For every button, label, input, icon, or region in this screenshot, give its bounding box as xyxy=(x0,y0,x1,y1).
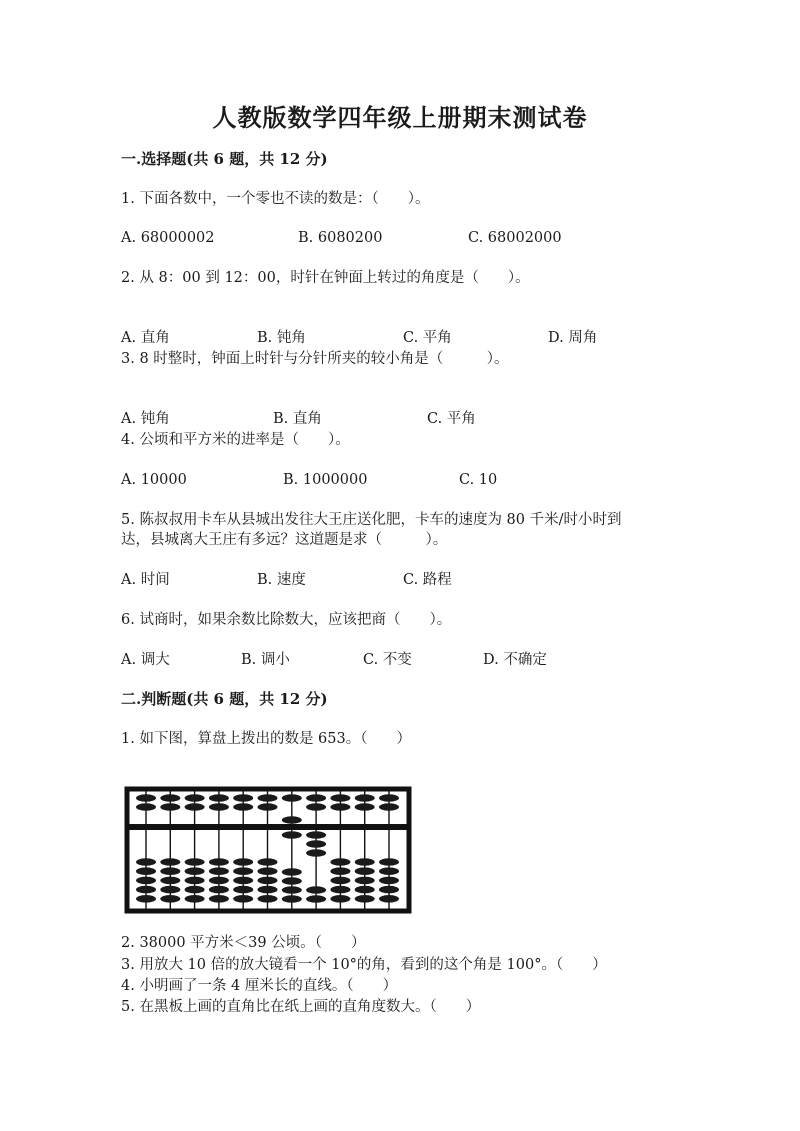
abacus-bead xyxy=(258,877,278,885)
abacus-bead xyxy=(379,794,399,802)
option-c: C. 68002000 xyxy=(468,230,562,246)
judgement-question-2: 2. 38000 平方米＜39 公顷。（ ） xyxy=(121,935,366,951)
question-4-stem: 4. 公顷和平方米的进率是（ ）。 xyxy=(121,432,350,448)
abacus-bead xyxy=(136,886,156,894)
abacus-bead xyxy=(185,867,205,875)
option-a: A. 68000002 xyxy=(121,230,215,246)
abacus-bead xyxy=(355,886,375,894)
option-a: A. 钝角 xyxy=(121,411,170,427)
option-a: A. 10000 xyxy=(121,472,187,488)
abacus-bead xyxy=(282,831,302,839)
abacus-bead xyxy=(185,895,205,903)
abacus-bead xyxy=(379,877,399,885)
abacus-bead xyxy=(282,877,302,885)
abacus-bead xyxy=(355,867,375,875)
abacus-bead xyxy=(185,858,205,866)
judgement-question-4: 4. 小明画了一条 4 厘米长的直线。（ ） xyxy=(121,978,398,994)
abacus-bead xyxy=(258,867,278,875)
abacus-bead xyxy=(306,895,326,903)
abacus-bead xyxy=(355,803,375,811)
abacus-bead xyxy=(282,868,302,876)
abacus-bead xyxy=(330,895,350,903)
abacus-bead xyxy=(209,803,229,811)
section-heading-judgement: 二.判断题(共 6 题，共 12 分) xyxy=(121,690,328,708)
option-b: B. 6080200 xyxy=(298,230,383,246)
question-3-stem: 3. 8 时整时，钟面上时针与分针所夹的较小角是（ ）。 xyxy=(121,351,509,367)
option-c: C. 平角 xyxy=(403,330,452,346)
abacus-bead xyxy=(330,886,350,894)
abacus-bead xyxy=(306,849,326,857)
abacus-bead xyxy=(306,803,326,811)
abacus-bead xyxy=(306,886,326,894)
abacus-bead xyxy=(136,867,156,875)
abacus-bead xyxy=(160,858,180,866)
abacus-bead xyxy=(355,877,375,885)
abacus-bead xyxy=(379,803,399,811)
abacus-bead xyxy=(330,794,350,802)
judgement-question-1: 1. 如下图，算盘上拨出的数是 653。（ ） xyxy=(121,731,411,747)
option-b: B. 速度 xyxy=(257,572,306,588)
abacus-bead xyxy=(233,858,253,866)
option-c: C. 路程 xyxy=(403,572,452,588)
abacus-bead xyxy=(258,886,278,894)
abacus-bead xyxy=(282,895,302,903)
abacus-bead xyxy=(136,803,156,811)
abacus-figure xyxy=(124,786,412,914)
question-2-stem: 2. 从 8：00 到 12：00，时针在钟面上转过的角度是（ ）。 xyxy=(121,270,530,286)
question-5-stem-line2: 达，县城离大王庄有多远？这道题是求（ ）。 xyxy=(121,532,448,548)
abacus-bead xyxy=(233,877,253,885)
question-1-stem: 1. 下面各数中，一个零也不读的数是：（ ）。 xyxy=(121,191,430,207)
judgement-question-5: 5. 在黑板上画的直角比在纸上画的直角度数大。（ ） xyxy=(121,999,481,1015)
abacus-bead xyxy=(306,831,326,839)
abacus-bead xyxy=(282,886,302,894)
page-title: 人教版数学四年级上册期末测试卷 xyxy=(212,103,588,132)
option-d: D. 不确定 xyxy=(483,652,547,668)
abacus-bead xyxy=(185,803,205,811)
option-a: A. 时间 xyxy=(121,572,170,588)
option-c: C. 不变 xyxy=(363,652,412,668)
abacus-bead xyxy=(160,877,180,885)
question-5-stem-line1: 5. 陈叔叔用卡车从县城出发往大王庄送化肥，卡车的速度为 80 千米/时小时到 xyxy=(121,512,622,528)
abacus-bead xyxy=(233,895,253,903)
abacus-bead xyxy=(209,877,229,885)
abacus-bead xyxy=(282,794,302,802)
abacus-bead xyxy=(136,877,156,885)
abacus-bead xyxy=(355,895,375,903)
abacus-bead xyxy=(233,803,253,811)
option-b: B. 钝角 xyxy=(257,330,306,346)
abacus-bead xyxy=(160,794,180,802)
abacus-bead xyxy=(379,867,399,875)
abacus-bead xyxy=(160,895,180,903)
abacus-bead xyxy=(258,803,278,811)
abacus-bead xyxy=(160,803,180,811)
abacus-bead xyxy=(209,895,229,903)
option-b: B. 直角 xyxy=(273,411,322,427)
abacus-bead xyxy=(330,867,350,875)
abacus-bead xyxy=(136,858,156,866)
abacus-bead xyxy=(379,886,399,894)
abacus-bead xyxy=(379,858,399,866)
abacus-bead xyxy=(185,794,205,802)
option-c: C. 10 xyxy=(459,472,498,488)
option-d: D. 周角 xyxy=(548,330,598,346)
section-heading-choice: 一.选择题(共 6 题，共 12 分) xyxy=(121,150,328,168)
abacus-bead xyxy=(185,886,205,894)
abacus-bead xyxy=(233,886,253,894)
abacus-bead xyxy=(306,794,326,802)
abacus-bead xyxy=(209,794,229,802)
abacus-bead xyxy=(185,877,205,885)
option-c: C. 平角 xyxy=(427,411,476,427)
judgement-question-3: 3. 用放大 10 倍的放大镜看一个 10°的角，看到的这个角是 100°。（ ） xyxy=(121,957,607,973)
abacus-bead xyxy=(233,794,253,802)
abacus-bead xyxy=(258,895,278,903)
abacus-bead xyxy=(330,858,350,866)
abacus-bead xyxy=(209,858,229,866)
question-6-stem: 6. 试商时，如果余数比除数大，应该把商（ ）。 xyxy=(121,612,452,628)
abacus-bead xyxy=(233,867,253,875)
abacus-bead xyxy=(355,858,375,866)
option-a: A. 直角 xyxy=(121,330,170,346)
abacus-bead xyxy=(282,816,302,824)
abacus-bead xyxy=(209,867,229,875)
abacus-bead xyxy=(330,803,350,811)
abacus-bead xyxy=(355,794,375,802)
abacus-bead xyxy=(258,858,278,866)
abacus-bead xyxy=(258,794,278,802)
abacus-bead xyxy=(306,840,326,848)
abacus-bead xyxy=(330,877,350,885)
option-b: B. 调小 xyxy=(241,652,290,668)
abacus-bead xyxy=(209,886,229,894)
abacus-bead xyxy=(160,867,180,875)
abacus-bead xyxy=(136,895,156,903)
abacus-bead xyxy=(136,794,156,802)
abacus-bead xyxy=(379,895,399,903)
option-a: A. 调大 xyxy=(121,652,170,668)
option-b: B. 1000000 xyxy=(283,472,368,488)
abacus-bead xyxy=(160,886,180,894)
